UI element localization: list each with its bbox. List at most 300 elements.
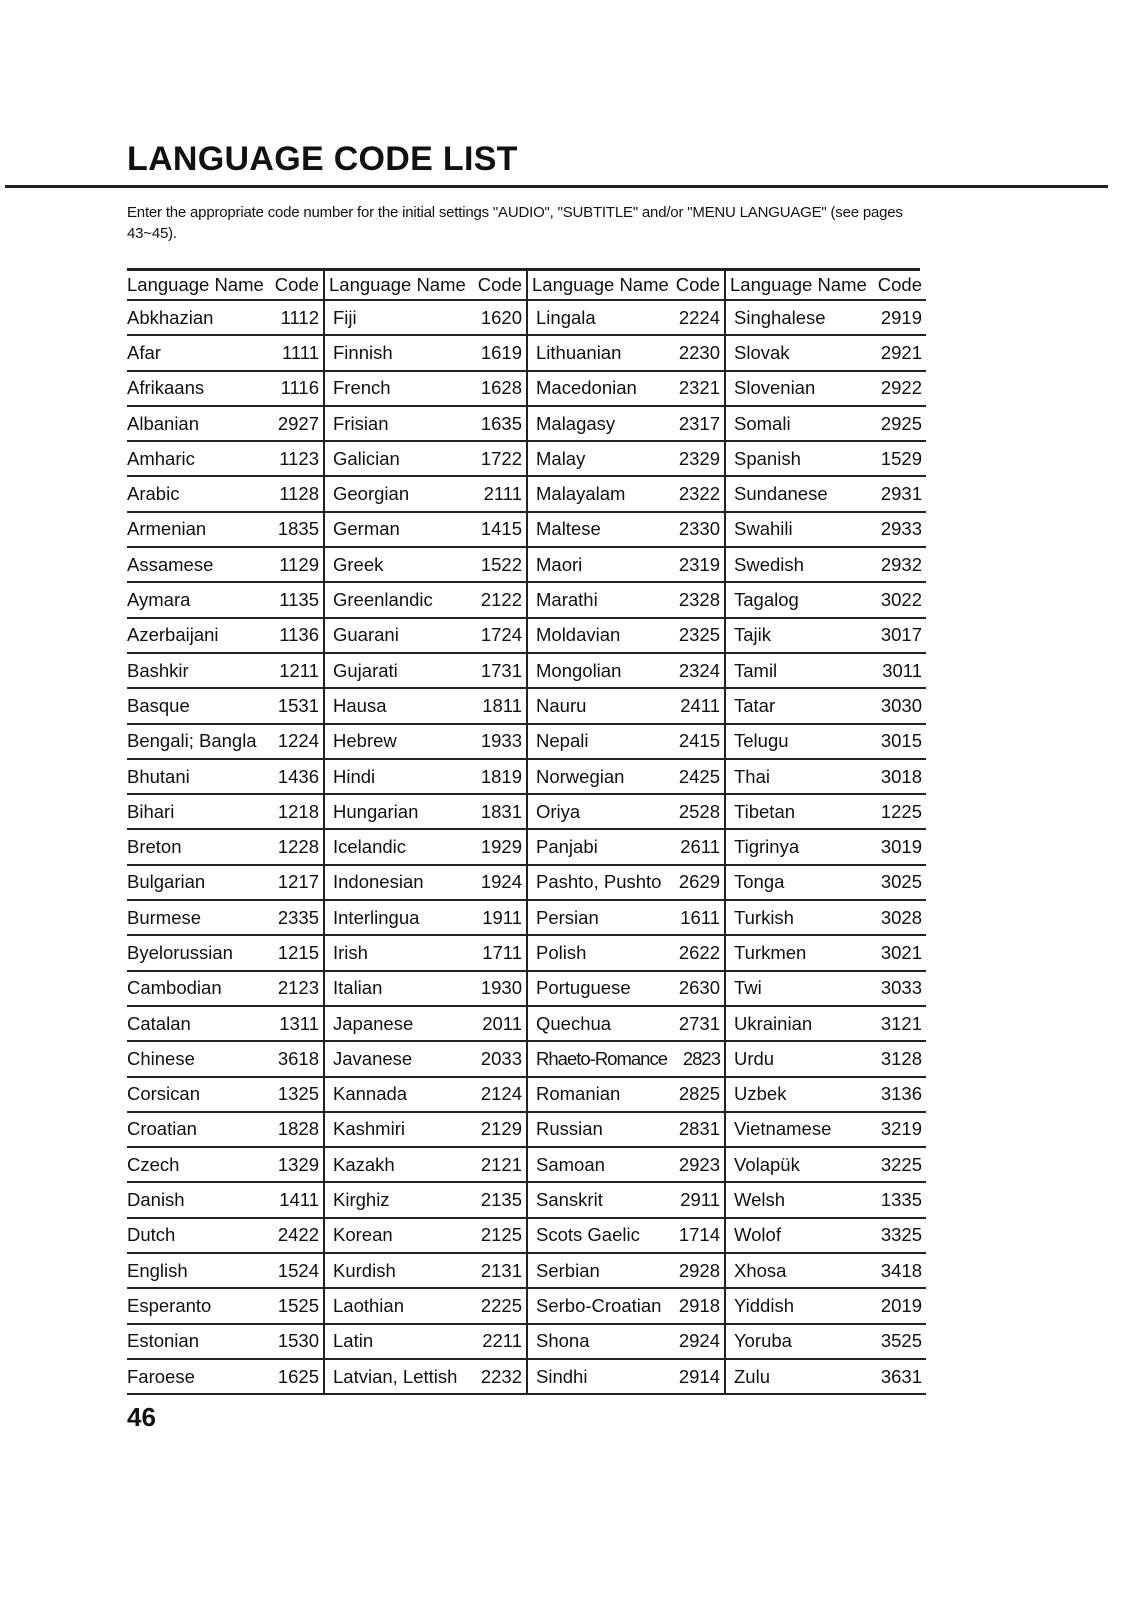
language-name: Laothian [333, 1294, 404, 1316]
language-name: Serbo-Croatian [536, 1294, 662, 1316]
table-row [127, 1183, 323, 1218]
table-row [127, 866, 323, 901]
table-row [325, 1148, 526, 1183]
header-name: Language Name [127, 274, 264, 295]
table-row [325, 760, 526, 795]
language-name: Turkmen [734, 941, 807, 963]
language-name: Tatar [734, 694, 776, 716]
language-code: 1924 [480, 871, 522, 893]
table-column [528, 271, 726, 1395]
table-row [325, 725, 526, 760]
language-code: 1116 [280, 377, 319, 399]
language-code: 2011 [482, 1012, 522, 1034]
language-code: 1218 [277, 800, 319, 822]
table-row [726, 654, 926, 689]
language-code: 2932 [880, 553, 922, 575]
language-name: Japanese [333, 1012, 414, 1034]
language-name: Basque [127, 694, 190, 716]
table-row [528, 760, 724, 795]
language-name: Turkish [734, 906, 794, 928]
language-code: 2019 [880, 1294, 922, 1316]
language-code: 2111 [483, 483, 522, 505]
language-name: Swedish [734, 553, 804, 575]
table-row [726, 1042, 926, 1077]
table-row [528, 1183, 724, 1218]
table-row [528, 301, 724, 336]
language-code: 2422 [277, 1224, 319, 1246]
language-code: 1225 [880, 800, 922, 822]
table-row [528, 654, 724, 689]
language-name: Wolof [734, 1224, 781, 1246]
language-name: Russian [536, 1118, 603, 1140]
table-row [528, 1007, 724, 1042]
language-code: 1619 [480, 341, 522, 363]
table-row [726, 795, 926, 830]
table-row [726, 407, 926, 442]
language-name: Korean [333, 1224, 393, 1246]
table-row [528, 1219, 724, 1254]
language-code: 3618 [277, 1047, 319, 1069]
table-row [325, 1042, 526, 1077]
language-name: Romanian [536, 1083, 621, 1105]
language-name: Lingala [536, 306, 596, 328]
language-name: Sanskrit [536, 1189, 603, 1211]
table-row [528, 1325, 724, 1360]
language-name: Albanian [127, 412, 200, 434]
table-row [726, 972, 926, 1007]
language-code: 2033 [480, 1047, 522, 1069]
language-name: Portuguese [536, 977, 631, 999]
language-code: 2922 [880, 377, 922, 399]
language-name: English [127, 1259, 188, 1281]
language-code: 3017 [880, 624, 922, 646]
language-name: Serbian [536, 1259, 600, 1281]
language-code: 1711 [482, 941, 522, 963]
table-row [325, 1113, 526, 1148]
table-row [726, 583, 926, 618]
header-code: Code [675, 274, 720, 295]
language-name: Maori [536, 553, 583, 575]
language-code: 1831 [480, 800, 522, 822]
language-code: 1722 [480, 447, 522, 469]
language-code: 2329 [678, 447, 720, 469]
language-code: 3030 [880, 694, 922, 716]
language-code: 1128 [279, 483, 319, 505]
table-row [325, 407, 526, 442]
table-header [528, 271, 724, 301]
language-code: 1933 [480, 730, 522, 752]
table-row [726, 936, 926, 971]
table-row [726, 866, 926, 901]
language-name: Irish [333, 941, 368, 963]
language-code: 3033 [880, 977, 922, 999]
language-code: 1111 [281, 341, 319, 363]
table-row [325, 1007, 526, 1042]
language-code: 2925 [880, 412, 922, 434]
table-row [325, 1325, 526, 1360]
table-row [726, 1219, 926, 1254]
table-row [528, 1360, 724, 1395]
language-code: 2825 [678, 1083, 720, 1105]
table-row [528, 725, 724, 760]
language-code: 3021 [880, 941, 922, 963]
language-name: Kannada [333, 1083, 408, 1105]
language-code: 1714 [678, 1224, 720, 1246]
table-row [127, 1360, 323, 1395]
language-code: 3018 [880, 765, 922, 787]
language-name: Chinese [127, 1047, 195, 1069]
table-row [325, 830, 526, 865]
language-name: Persian [536, 906, 599, 928]
language-code: 1828 [277, 1118, 319, 1140]
table-row [325, 619, 526, 654]
table-row [528, 583, 724, 618]
language-name: Ukrainian [734, 1012, 813, 1034]
table-row [528, 1254, 724, 1289]
language-name: Slovenian [734, 377, 816, 399]
language-code: 1819 [480, 765, 522, 787]
language-name: Croatian [127, 1118, 197, 1140]
table-column [726, 271, 926, 1395]
table-row [726, 1325, 926, 1360]
table-row [325, 301, 526, 336]
language-code: 1724 [480, 624, 522, 646]
table-row [528, 336, 724, 371]
language-code: 2211 [482, 1330, 522, 1352]
table-row [726, 1254, 926, 1289]
table-row [325, 1289, 526, 1324]
language-name: Icelandic [333, 836, 407, 858]
language-name: Telugu [734, 730, 789, 752]
table-row [127, 936, 323, 971]
language-code: 3219 [880, 1118, 922, 1140]
table-header [325, 271, 526, 301]
language-name: Sundanese [734, 483, 828, 505]
language-name: Moldavian [536, 624, 621, 646]
language-code: 1211 [279, 659, 319, 681]
language-code: 2924 [678, 1330, 720, 1352]
language-code: 3121 [880, 1012, 922, 1034]
language-name: Bhutani [127, 765, 190, 787]
language-code: 1731 [480, 659, 522, 681]
language-code: 1415 [480, 518, 522, 540]
language-name: Norwegian [536, 765, 625, 787]
table-row [726, 760, 926, 795]
language-code: 1530 [277, 1330, 319, 1352]
language-name: Abkhazian [127, 306, 214, 328]
language-name: Thai [734, 765, 770, 787]
language-code: 2928 [678, 1259, 720, 1281]
table-row [726, 619, 926, 654]
language-name: Nauru [536, 694, 587, 716]
language-name: Volapük [734, 1153, 800, 1175]
table-row [325, 1219, 526, 1254]
language-name: Spanish [734, 447, 801, 469]
table-row [726, 1078, 926, 1113]
language-name: Bihari [127, 800, 175, 822]
language-code: 3025 [880, 871, 922, 893]
table-row [127, 1254, 323, 1289]
language-name: German [333, 518, 400, 540]
language-name: Gujarati [333, 659, 398, 681]
table-row [325, 1254, 526, 1289]
language-code: 2129 [480, 1118, 522, 1140]
language-code: 3015 [880, 730, 922, 752]
table-row [127, 372, 323, 407]
language-name: Hebrew [333, 730, 397, 752]
language-name: Azerbaijani [127, 624, 219, 646]
table-row [127, 477, 323, 512]
language-name: Oriya [536, 800, 581, 822]
table-row [127, 442, 323, 477]
table-row [528, 407, 724, 442]
language-code: 2931 [880, 483, 922, 505]
language-code: 2225 [480, 1294, 522, 1316]
language-name: Xhosa [734, 1259, 787, 1281]
language-name: Latin [333, 1330, 374, 1352]
language-code: 2921 [880, 341, 922, 363]
language-name: Greek [333, 553, 384, 575]
language-name: Slovak [734, 341, 790, 363]
table-row [325, 477, 526, 512]
language-code: 3225 [880, 1153, 922, 1175]
table-row [726, 725, 926, 760]
table-row [325, 1183, 526, 1218]
table-row [325, 372, 526, 407]
language-name: Czech [127, 1153, 180, 1175]
table-row [726, 301, 926, 336]
table-row [528, 1289, 724, 1324]
header-code: Code [274, 274, 319, 295]
language-code: 3136 [880, 1083, 922, 1105]
language-code: 1215 [277, 941, 319, 963]
language-name: Zulu [734, 1365, 770, 1387]
language-code: 1628 [480, 377, 522, 399]
language-name: Mongolian [536, 659, 622, 681]
table-row [127, 972, 323, 1007]
table-row [127, 548, 323, 583]
table-row [127, 301, 323, 336]
table-row [528, 548, 724, 583]
table-row [726, 372, 926, 407]
table-row [528, 972, 724, 1007]
table-row [726, 1007, 926, 1042]
language-name: Tigrinya [734, 836, 800, 858]
language-name: Galician [333, 447, 400, 469]
table-row [127, 760, 323, 795]
header-name: Language Name [730, 274, 867, 295]
table-row [726, 830, 926, 865]
language-name: Somali [734, 412, 791, 434]
table-row [528, 830, 724, 865]
language-code: 3028 [880, 906, 922, 928]
language-code: 1129 [279, 553, 319, 575]
language-name: Yoruba [734, 1330, 792, 1352]
table-header [726, 271, 926, 301]
language-name: Italian [333, 977, 383, 999]
language-name: Malayalam [536, 483, 626, 505]
language-name: Tamil [734, 659, 778, 681]
language-name: Corsican [127, 1083, 200, 1105]
language-name: Estonian [127, 1330, 199, 1352]
table-row [528, 372, 724, 407]
language-name: Bengali; Bangla [127, 730, 257, 752]
title-rule [5, 185, 1108, 188]
language-name: Bulgarian [127, 871, 206, 893]
language-name: Kashmiri [333, 1118, 405, 1140]
table-row [325, 442, 526, 477]
language-code: 1811 [482, 694, 522, 716]
language-code: 2325 [678, 624, 720, 646]
header-name: Language Name [329, 274, 466, 295]
language-code: 3325 [880, 1224, 922, 1246]
table-row [528, 513, 724, 548]
language-code: 2823 [682, 1047, 720, 1069]
table-row [127, 1078, 323, 1113]
language-name: Tajik [734, 624, 772, 646]
table-row [325, 689, 526, 724]
language-name: Urdu [734, 1047, 775, 1069]
table-row [325, 1078, 526, 1113]
language-code: 2330 [678, 518, 720, 540]
language-name: Lithuanian [536, 341, 622, 363]
table-row [325, 1360, 526, 1395]
language-code: 2622 [678, 941, 720, 963]
language-code: 2319 [678, 553, 720, 575]
language-name: Arabic [127, 483, 180, 505]
language-code: 1329 [277, 1153, 319, 1175]
table-row [726, 1360, 926, 1395]
table-column [325, 271, 528, 1395]
language-name: Cambodian [127, 977, 222, 999]
language-name: Catalan [127, 1012, 191, 1034]
language-name: Welsh [734, 1189, 786, 1211]
table-row [528, 619, 724, 654]
language-name: Byelorussian [127, 941, 233, 963]
language-name: Georgian [333, 483, 410, 505]
language-name: Marathi [536, 589, 598, 611]
table-row [325, 654, 526, 689]
table-row [528, 1113, 724, 1148]
language-name: Javanese [333, 1047, 413, 1069]
language-name: Singhalese [734, 306, 826, 328]
language-code: 2911 [680, 1189, 720, 1211]
language-code: 2933 [880, 518, 922, 540]
language-code: 3631 [880, 1365, 922, 1387]
table-row [726, 1183, 926, 1218]
language-name: Dutch [127, 1224, 176, 1246]
table-row [127, 1113, 323, 1148]
language-name: Breton [127, 836, 182, 858]
language-name: Nepali [536, 730, 589, 752]
table-row [325, 583, 526, 618]
language-code: 2122 [480, 589, 522, 611]
language-name: Hindi [333, 765, 376, 787]
language-code: 1325 [277, 1083, 319, 1105]
table-row [127, 583, 323, 618]
language-code: 2415 [678, 730, 720, 752]
table-row [528, 795, 724, 830]
language-name: Samoan [536, 1153, 605, 1175]
table-row [325, 336, 526, 371]
table-row [127, 513, 323, 548]
table-row [726, 1289, 926, 1324]
language-name: Aymara [127, 589, 191, 611]
table-row [127, 830, 323, 865]
language-code: 1436 [277, 765, 319, 787]
page-title: LANGUAGE CODE LIST [127, 140, 518, 178]
table-row [528, 1078, 724, 1113]
table-row [528, 1148, 724, 1183]
language-name: Malagasy [536, 412, 616, 434]
language-code: 1135 [279, 589, 319, 611]
table-row [528, 901, 724, 936]
language-code: 1525 [277, 1294, 319, 1316]
language-name: Latvian, Lettish [333, 1365, 458, 1387]
table-row [127, 619, 323, 654]
language-name: Frisian [333, 412, 389, 434]
language-name: Finnish [333, 341, 393, 363]
table-row [726, 1113, 926, 1148]
language-name: Kurdish [333, 1259, 396, 1281]
language-name: Fiji [333, 306, 357, 328]
language-code: 2831 [678, 1118, 720, 1140]
language-code: 1835 [277, 518, 319, 540]
language-name: Bashkir [127, 659, 189, 681]
language-code: 2232 [480, 1365, 522, 1387]
language-code: 2324 [678, 659, 720, 681]
language-code: 1529 [880, 447, 922, 469]
language-code: 2629 [678, 871, 720, 893]
language-name: Kirghiz [333, 1189, 390, 1211]
language-code: 1224 [277, 730, 319, 752]
table-row [528, 689, 724, 724]
table-row [726, 689, 926, 724]
language-name: Tagalog [734, 589, 799, 611]
language-name: Faroese [127, 1365, 195, 1387]
language-code: 2123 [277, 977, 319, 999]
header-name: Language Name [532, 274, 669, 295]
table-row [325, 972, 526, 1007]
language-code: 2411 [680, 694, 720, 716]
language-code: 2230 [678, 341, 720, 363]
header-code: Code [877, 274, 922, 295]
language-code: 1524 [277, 1259, 319, 1281]
language-code: 1136 [279, 624, 319, 646]
language-code: 1625 [277, 1365, 319, 1387]
language-name: Hungarian [333, 800, 419, 822]
language-name: Esperanto [127, 1294, 212, 1316]
language-code: 2918 [678, 1294, 720, 1316]
language-name: Panjabi [536, 836, 598, 858]
language-name: Shona [536, 1330, 590, 1352]
language-code: 1911 [482, 906, 522, 928]
table-column [127, 271, 325, 1395]
table-row [127, 1325, 323, 1360]
language-name: Danish [127, 1189, 185, 1211]
language-name: Pashto, Pushto [536, 871, 662, 893]
language-code: 3011 [882, 659, 922, 681]
table-row [127, 1289, 323, 1324]
language-code: 2125 [480, 1224, 522, 1246]
language-name: Guarani [333, 624, 399, 646]
table-row [127, 654, 323, 689]
language-code: 2224 [678, 306, 720, 328]
language-name: Afrikaans [127, 377, 205, 399]
language-code: 3019 [880, 836, 922, 858]
language-name: Kazakh [333, 1153, 395, 1175]
language-name: Tonga [734, 871, 785, 893]
